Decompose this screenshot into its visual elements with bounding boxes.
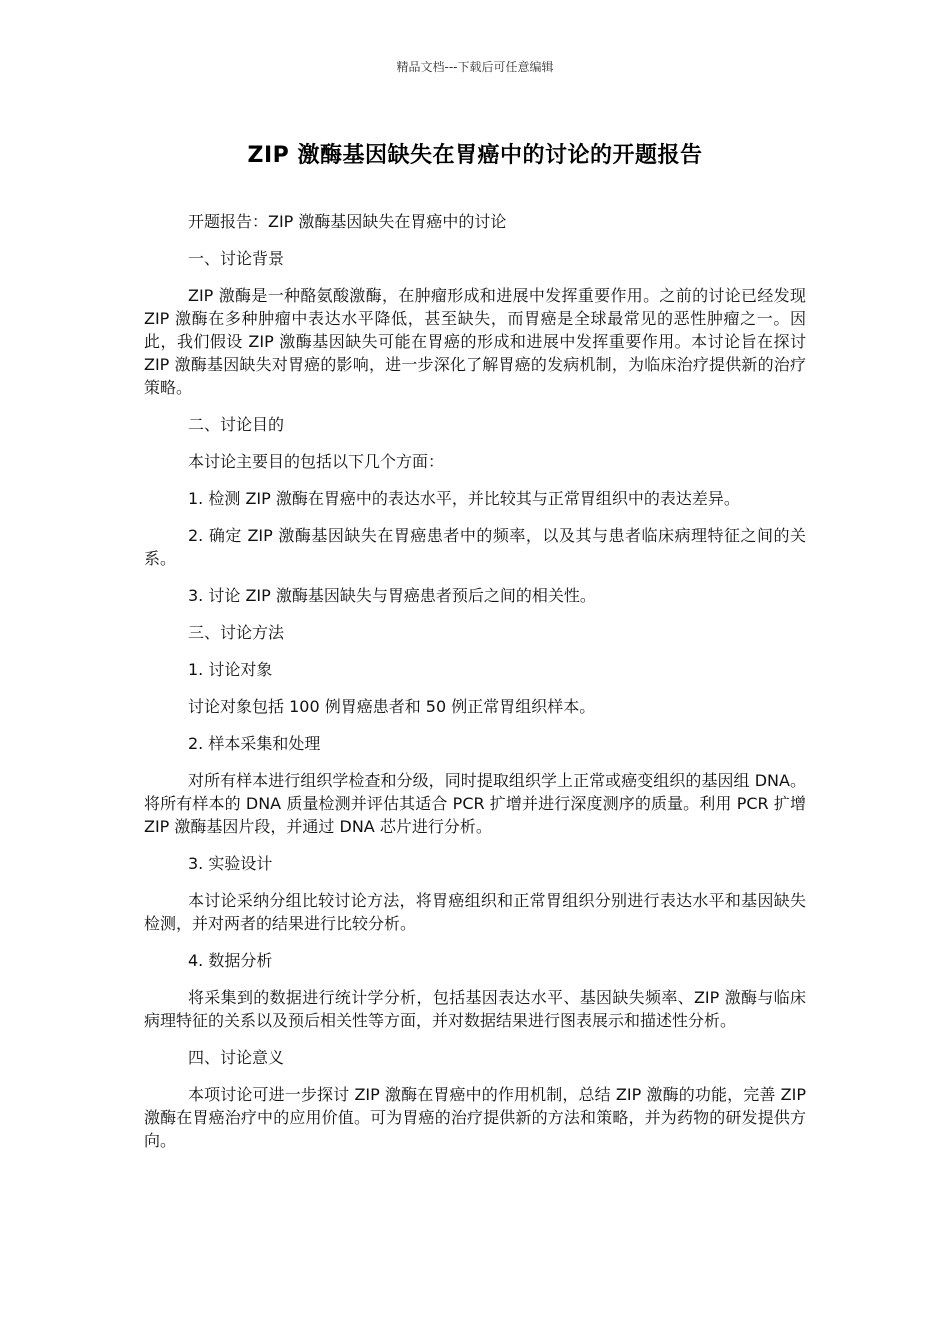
document-title: ZIP 激酶基因缺失在胃癌中的讨论的开题报告	[247, 143, 703, 168]
purpose-item-2: 2. 确定 ZIP 激酶基因缺失在胃癌患者中的频率，以及其与患者临床病理特征之间的关系。	[144, 526, 806, 568]
section-heading-significance: 四、讨论意义	[188, 1048, 285, 1067]
design-paragraph: 本讨论采纳分组比较讨论方法，将胃癌组织和正常胃组织分别进行表达水平和基因缺失检测，并对两者的结果进行比较分析。	[144, 891, 806, 933]
purpose-item-3: 3. 讨论 ZIP 激酶基因缺失与胃癌患者预后之间的相关性。	[188, 586, 596, 605]
subjects-paragraph: 讨论对象包括 100 例胃癌患者和 50 例正常胃组织样本。	[188, 697, 596, 716]
significance-paragraph: 本项讨论可进一步探讨 ZIP 激酶在胃癌中的作用机制，总结 ZIP 激酶的功能，完善 ZIP 激酶在胃癌治疗中的应用价值。可为胃癌的治疗提供新的方法和策略，并为药物的研发提供方向。	[144, 1085, 806, 1150]
methods-subheading-subjects: 1. 讨论对象	[188, 660, 273, 679]
header-note: 精品文档---下载后可任意编辑	[396, 60, 554, 74]
methods-subheading-analysis: 4. 数据分析	[188, 951, 273, 970]
section-heading-purpose: 二、讨论目的	[188, 415, 285, 434]
section-heading-background: 一、讨论背景	[188, 249, 285, 268]
section-heading-methods: 三、讨论方法	[188, 623, 285, 642]
methods-subheading-sampling: 2. 样本采集和处理	[188, 734, 321, 753]
methods-subheading-design: 3. 实验设计	[188, 854, 273, 873]
document-body	[144, 210, 806, 1166]
analysis-paragraph: 将采集到的数据进行统计学分析，包括基因表达水平、基因缺失频率、ZIP 激酶与临床病理特征的关系以及预后相关性等方面，并对数据结果进行图表展示和描述性分析。	[144, 988, 806, 1030]
background-paragraph: ZIP 激酶是一种酪氨酸激酶，在肿瘤形成和进展中发挥重要作用。之前的讨论已经发现 ZIP 激酶在多种肿瘤中表达水平降低，甚至缺失，而胃癌是全球最常见的恶性肿瘤之一。因此，我们假设 ZIP 激酶基因缺失可能在胃癌的形成和进展中发挥重要作用。本讨论旨在探讨 ZIP 激酶基因缺失对胃癌的影响，进一步深化了解胃癌的发病机制，为临床治疗提供新的治疗策略。	[144, 286, 806, 397]
purpose-item-1: 1. 检测 ZIP 激酶在胃癌中的表达水平，并比较其与正常胃组织中的表达差异。	[188, 489, 740, 508]
report-subject: 开题报告：ZIP 激酶基因缺失在胃癌中的讨论	[188, 212, 507, 231]
purpose-intro: 本讨论主要目的包括以下几个方面：	[188, 452, 445, 471]
sampling-paragraph: 对所有样本进行组织学检查和分级，同时提取组织学上正常或癌变组织的基因组 DNA。将所有样本的 DNA 质量检测并评估其适合 PCR 扩增并进行深度测序的质量。利用 PCR 扩增 ZIP 激酶基因片段，并通过 DNA 芯片进行分析。	[144, 771, 806, 836]
